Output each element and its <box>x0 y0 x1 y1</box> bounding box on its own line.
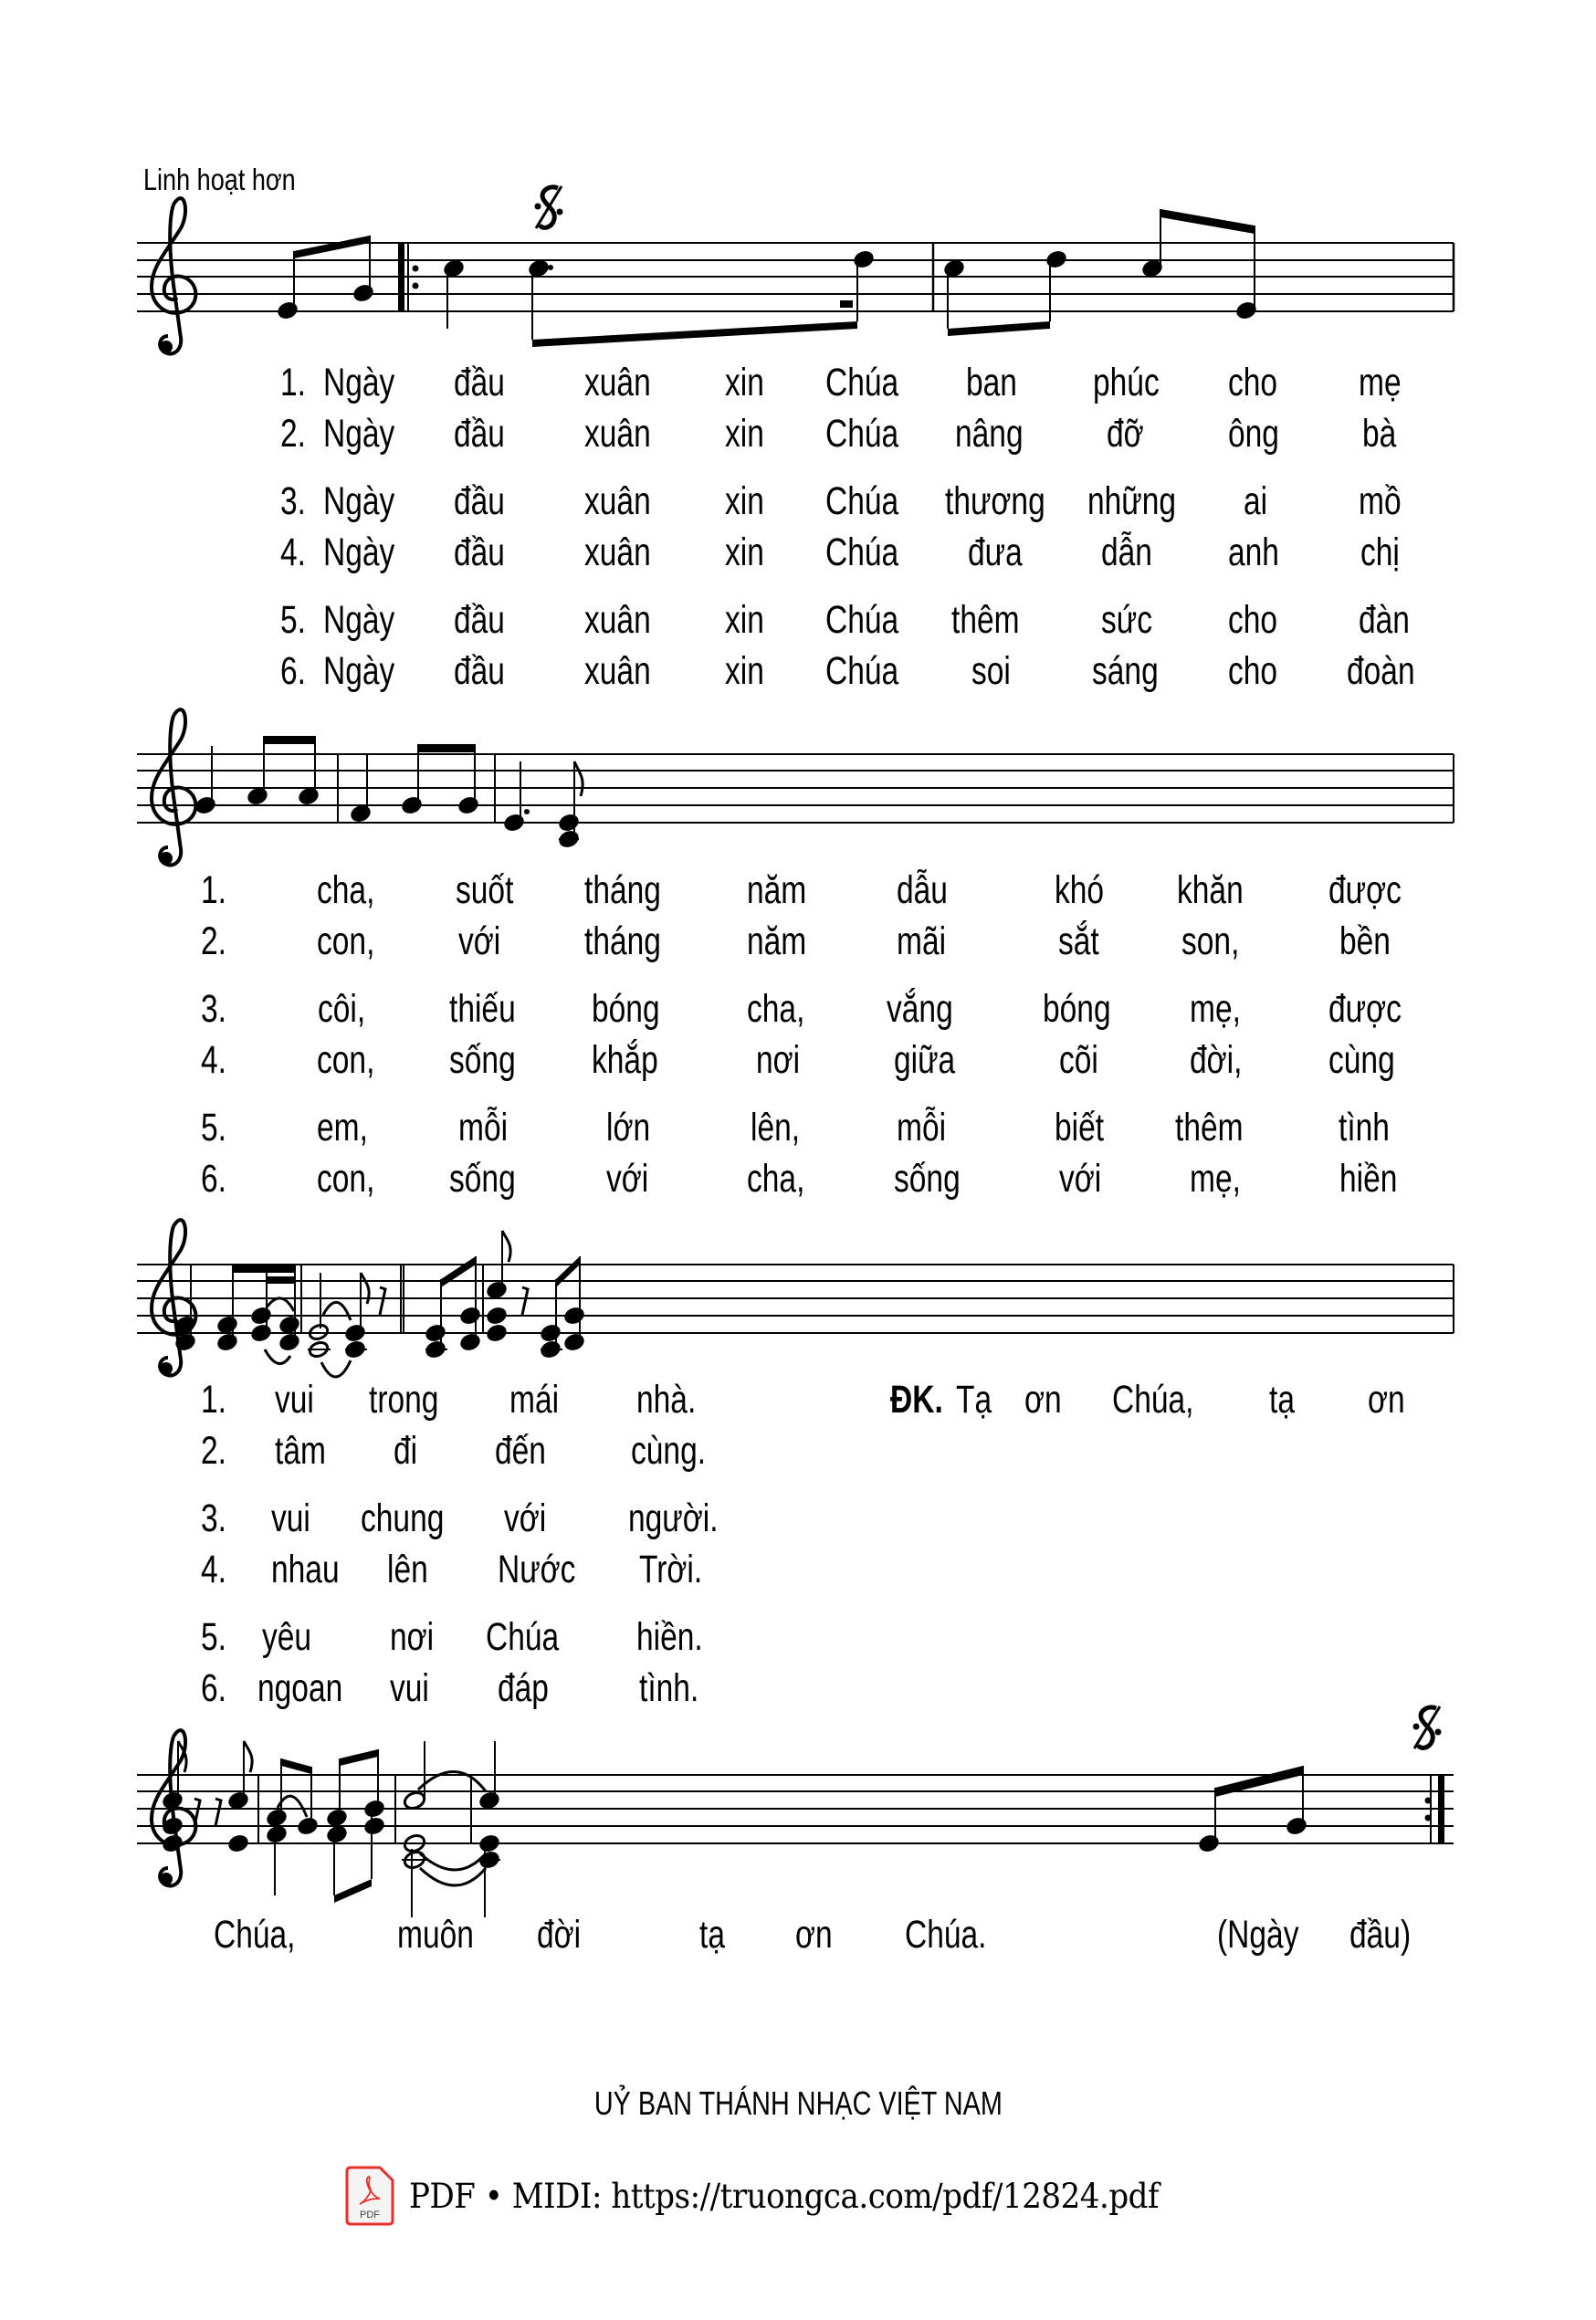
lyric-word: được <box>1328 868 1402 912</box>
lyric-word: (Ngày <box>1217 1913 1299 1957</box>
lyric-word: xuân <box>584 412 651 456</box>
verse-number: 1. <box>201 868 226 912</box>
verse-number: 1. <box>201 1378 226 1422</box>
lyric-word: mỗi <box>458 1106 509 1150</box>
lyric-word: chung <box>361 1496 445 1540</box>
lyric-word: ai <box>1244 479 1268 523</box>
lyric-word: xin <box>725 598 764 642</box>
lyric-word: sắt <box>1058 919 1099 963</box>
lyric-word: nơi <box>390 1615 435 1659</box>
lyric-word: sống <box>449 1038 516 1082</box>
staff-2 <box>137 754 1454 823</box>
verse-number: 2. <box>201 1429 226 1473</box>
verse-number: 1. <box>280 361 306 404</box>
lyric-word: em, <box>317 1106 368 1150</box>
lyric-word: đáp <box>498 1666 549 1710</box>
lyric-word: thêm <box>951 598 1020 642</box>
lyric-word: giữa <box>894 1038 956 1082</box>
lyric-word: với <box>458 919 501 963</box>
lyric-word: Ngày <box>323 530 395 574</box>
lyric-word: Ngày <box>323 598 395 642</box>
lyric-word: muôn <box>397 1913 474 1957</box>
lyric-word: ngoan <box>257 1666 343 1710</box>
lyric-word: khắp <box>592 1038 658 1082</box>
lyric-word: bóng <box>592 987 660 1031</box>
lyric-word: mẹ <box>1359 361 1402 404</box>
lyric-word: với <box>1059 1157 1102 1201</box>
segno-icon <box>535 186 563 228</box>
staff-3 <box>137 1265 1454 1333</box>
staff-1 <box>137 243 1454 311</box>
verse-number: 5. <box>201 1615 226 1659</box>
lyric-word: bóng <box>1043 987 1111 1031</box>
verse-number: 5. <box>201 1106 226 1150</box>
lyric-word: mồ <box>1359 479 1402 523</box>
lyric-word: Chúa, <box>214 1913 296 1957</box>
lyric-word: Chúa <box>486 1615 560 1659</box>
lyric-word: hiền <box>1339 1157 1398 1201</box>
lyric-word: đàn <box>1359 598 1410 642</box>
lyric-word: xuân <box>584 598 651 642</box>
lyric-word: tâm <box>275 1429 326 1473</box>
lyric-word: được <box>1328 987 1402 1031</box>
verse-number: 4. <box>201 1548 226 1591</box>
lyric-word: anh <box>1228 530 1279 574</box>
lyric-word: cho <box>1228 649 1278 693</box>
lyric-word: thương <box>945 479 1045 523</box>
lyric-word: dẫn <box>1101 530 1152 574</box>
lyric-word: Chúa <box>825 412 899 456</box>
lyric-word: biết <box>1055 1106 1105 1150</box>
lyric-word: ông <box>1228 412 1279 456</box>
tempo-marking: Linh hoạt hơn <box>143 163 296 196</box>
lyric-word: côi, <box>318 987 366 1031</box>
download-link-text[interactable]: PDF • MIDI: https://truongca.com/pdf/12824.pdf <box>409 2176 1160 2216</box>
lyric-word: con, <box>317 919 375 963</box>
verse-number: 2. <box>201 919 226 963</box>
lyric-word: Chúa <box>825 649 899 693</box>
lyric-word: xuân <box>584 649 651 693</box>
lyric-word: nâng <box>955 412 1024 456</box>
lyric-word: đầu <box>454 361 505 404</box>
lyric-word: xin <box>725 649 764 693</box>
lyric-word: mẹ, <box>1190 1157 1241 1201</box>
lyric-word: nhau <box>271 1548 340 1591</box>
lyric-word: mỗi <box>897 1106 947 1150</box>
download-link[interactable] <box>345 2166 1224 2226</box>
lyric-word: đầu <box>454 412 505 456</box>
lyric-word: vui <box>271 1496 310 1540</box>
lyric-word: đầu <box>454 649 505 693</box>
lyric-word: Chúa <box>825 361 899 404</box>
lyric-word: lớn <box>606 1106 651 1150</box>
lyric-word: đầu) <box>1349 1913 1412 1957</box>
lyric-word: con, <box>317 1038 375 1082</box>
lyric-word: xin <box>725 530 764 574</box>
lyric-word: Ngày <box>323 412 395 456</box>
lyric-word: sáng <box>1092 649 1159 693</box>
lyric-word: nơi <box>756 1038 801 1082</box>
lyric-word: xuân <box>584 361 651 404</box>
lyric-word: tháng <box>584 919 661 963</box>
verse-number: 6. <box>280 649 306 693</box>
lyric-word: lên, <box>751 1106 801 1150</box>
lyric-word: đưa <box>968 530 1023 574</box>
lyric-word: cõi <box>1059 1038 1098 1082</box>
verse-number: 4. <box>201 1038 226 1082</box>
lyric-word: Chúa, <box>1112 1378 1194 1422</box>
lyric-word: bà <box>1362 412 1397 456</box>
lyric-word: tình <box>1339 1106 1390 1150</box>
lyric-word: phúc <box>1093 361 1160 404</box>
lyric-word: với <box>606 1157 649 1201</box>
lyric-word: năm <box>747 919 807 963</box>
lyric-word: con, <box>317 1157 375 1201</box>
lyric-word: dẫu <box>897 868 948 912</box>
lyric-word: sức <box>1101 598 1153 642</box>
lyric-word: vui <box>390 1666 429 1710</box>
lyric-word: xin <box>725 361 764 404</box>
lyric-word: xin <box>725 479 764 523</box>
lyric-word: đoàn <box>1347 649 1415 693</box>
lyric-word: tình. <box>639 1666 699 1710</box>
lyric-word: đi <box>394 1429 418 1473</box>
lyric-word: nhà. <box>636 1378 697 1422</box>
lyric-word: mãi <box>897 919 947 963</box>
lyric-word: xuân <box>584 479 651 523</box>
lyric-word: chị <box>1360 530 1400 574</box>
lyric-word: tạ <box>699 1913 725 1957</box>
lyric-word: ơn <box>795 1913 833 1957</box>
verse-number: 2. <box>280 412 306 456</box>
verse-number: 6. <box>201 1666 226 1710</box>
segno-icon <box>1413 1706 1442 1748</box>
lyric-word: cùng. <box>631 1429 707 1473</box>
lyric-word: mẹ, <box>1190 987 1241 1031</box>
lyric-word: Chúa <box>825 530 899 574</box>
svg-text:PDF: PDF <box>360 2210 380 2220</box>
lyric-word: xin <box>725 412 764 456</box>
publisher-name: UỶ BAN THÁNH NHẠC VIỆT NAM <box>593 2084 1003 2122</box>
lyric-word: ban <box>966 361 1017 404</box>
lyric-word: mái <box>509 1378 560 1422</box>
lyric-word: Chúa <box>825 598 899 642</box>
lyric-word: Chúa. <box>905 1913 987 1957</box>
lyric-word: đầu <box>454 598 505 642</box>
lyric-word: khăn <box>1177 868 1244 912</box>
lyric-word: khó <box>1055 868 1105 912</box>
lyric-word: những <box>1087 479 1177 523</box>
verse-number: 3. <box>201 987 226 1031</box>
lyric-word: thêm <box>1175 1106 1244 1150</box>
lyric-word: cha, <box>747 1157 805 1201</box>
lyric-word: thiếu <box>449 987 516 1031</box>
lyric-word: Chúa <box>825 479 899 523</box>
publisher-credit <box>0 2084 1596 2123</box>
lyric-word: suốt <box>456 868 514 912</box>
lyric-word: bền <box>1339 919 1391 963</box>
verse-number: 3. <box>201 1496 226 1540</box>
lyric-word: Ngày <box>323 649 395 693</box>
lyric-word: ơn <box>1024 1378 1062 1422</box>
lyric-word: Nước <box>498 1548 576 1591</box>
verse-number: 3. <box>280 479 306 523</box>
lyric-word: cho <box>1228 361 1278 404</box>
lyric-word: sống <box>894 1157 961 1201</box>
lyric-word: cho <box>1228 598 1278 642</box>
verse-number: 6. <box>201 1157 226 1201</box>
lyric-word: Ngày <box>323 479 395 523</box>
lyric-word: năm <box>747 868 807 912</box>
refrain-label: ĐK. <box>890 1378 943 1422</box>
lyric-word: cha, <box>317 868 375 912</box>
pdf-file-icon <box>345 2166 394 2226</box>
lyric-word: tạ <box>1269 1378 1295 1422</box>
lyric-word: cùng <box>1328 1038 1395 1082</box>
lyric-word: xuân <box>584 530 651 574</box>
lyric-word: sống <box>449 1157 516 1201</box>
verse-number: 5. <box>280 598 306 642</box>
lyric-word: son, <box>1181 919 1240 963</box>
lyric-word: lên <box>387 1548 428 1591</box>
lyric-word: hiền. <box>636 1615 703 1659</box>
lyric-word: đến <box>495 1429 546 1473</box>
lyric-word: ơn <box>1368 1378 1405 1422</box>
lyric-word: yêu <box>262 1615 312 1659</box>
verse-number: 4. <box>280 530 306 574</box>
lyric-word: đời <box>537 1913 582 1957</box>
lyric-word: đỡ <box>1107 412 1144 456</box>
lyric-word: Ngày <box>323 361 395 404</box>
lyric-word: trong <box>369 1378 439 1422</box>
lyric-word: tháng <box>584 868 661 912</box>
lyric-word: cha, <box>747 987 805 1031</box>
lyric-word: Trời. <box>639 1548 703 1591</box>
lyric-word: soi <box>971 649 1011 693</box>
lyric-word: vui <box>275 1378 314 1422</box>
lyric-word: đời, <box>1190 1038 1243 1082</box>
lyric-word: đầu <box>454 530 505 574</box>
lyric-word: với <box>504 1496 547 1540</box>
lyric-word: đầu <box>454 479 505 523</box>
lyric-word: vắng <box>887 987 953 1031</box>
lyric-word: Tạ <box>956 1378 992 1422</box>
lyric-word: người. <box>628 1496 719 1540</box>
